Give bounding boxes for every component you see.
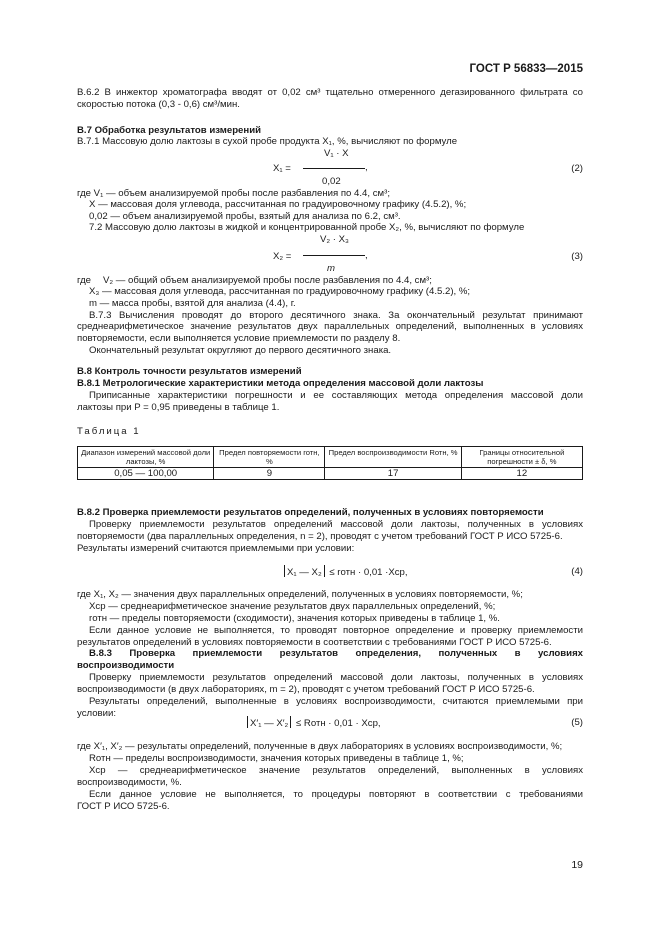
page-number: 19 [571, 859, 583, 871]
where-x1-x2: где X₁, X₂ — значения двух параллельных определений, полученных в условиях повторяемости, %; [77, 589, 523, 600]
where-r-otn: rотн — пределы повторяемости (сходимости), значения которых приведены в таблице 1, %. [89, 613, 500, 624]
paragraph-b82-line4: Если данное условие не выполняется, то проводят повторное определение и проверку приемлемости [89, 625, 583, 636]
document-id: ГОСТ Р 56833—2015 [469, 63, 583, 75]
paragraph-b71: В.7.1 Массовую долю лактозы в сухой пробе продукта X₁, %, вычисляют по формуле [77, 136, 458, 147]
table-row [78, 468, 583, 480]
formula-5-rhs: ≤ Rотн · 0,01 · Xср, [295, 718, 381, 729]
formula-2-denominator: 0,02 [322, 176, 341, 187]
where-xcp: Xср — среднеарифметическое значение результатов двух параллельных определений, %; [89, 601, 496, 612]
section-b83-heading: В.8.3 Проверка приемлемости результатов определения, полученных в условиях [89, 648, 583, 659]
formula-3-comma: , [365, 250, 368, 261]
section-b82-heading: В.8.2 Проверка приемлемости результатов определений, полученных в условиях повторяемости [77, 507, 544, 518]
where-R-otn: Rотн — пределы воспроизводимости, значения которых приведены в таблице 1, %; [89, 753, 464, 764]
section-b8-heading: В.8 Контроль точности результатов измерений [77, 366, 302, 377]
table-cell: 17 [325, 468, 461, 480]
formula-3-denominator: m [327, 263, 335, 274]
paragraph-b82-line3: Результаты измерений считаются приемлемыми при условии: [77, 543, 355, 554]
formula-2-numerator: V₁ · X [324, 148, 349, 159]
formula-4-lhs: X₁ — X₂ [287, 567, 322, 578]
table-header-cell: Предел воспроизводимости Rотн, % [325, 447, 461, 468]
table-header-row [78, 447, 583, 468]
where-m: m — масса пробы, взятой для анализа (4.4), г. [89, 298, 296, 309]
where-xcp-b83-line1: Xср — среднеарифметическое значение результатов определений, выполненных в условиях [89, 765, 583, 776]
formula-2-fraction-bar [303, 168, 365, 169]
data-table [77, 446, 583, 480]
paragraph-b62-line1: В.6.2 В инжектор хроматографа вводят от 0,02 см³ тщательно отмеренного дегазированного фильтрата со [77, 87, 583, 98]
paragraph-b82-line2: повторяемости (два параллельных определения, n = 2), проводят с учетом требований ГОСТ Р ИСО 5725-6. [77, 531, 563, 542]
table-header-cell: Границы относительной погрешности ± δ, % [461, 447, 582, 468]
table-cell: 9 [214, 468, 325, 480]
paragraph-b81-line1: Приписанные характеристики погрешности и ее составляющих метода определения массовой доли [89, 390, 583, 401]
formula-3-number: (3) [571, 251, 583, 262]
formula-5 [245, 716, 381, 730]
formula-3-numerator: V₂ · X₃ [320, 234, 349, 245]
table-cell: 0,05 — 100,00 [78, 468, 214, 480]
formula-3-lhs: X₂ = [273, 251, 292, 262]
paragraph-b82-line5: результатов определений в условиях повторяемости в соответствии с требованиями ГОСТ Р ИСО 5725-6. [77, 637, 552, 648]
paragraph-b62-line2: скоростью потока (0,3 - 0,6) см³/мин. [77, 99, 240, 110]
formula-2-comma: , [365, 162, 368, 173]
section-b7-heading: В.7 Обработка результатов измерений [77, 125, 261, 136]
where-xcp-b83-line2: воспроизводимости, %. [77, 777, 182, 788]
paragraph-72: 7.2 Массовую долю лактозы в жидкой и концентрированной пробе X₂, %, вычисляют по формуле [89, 222, 525, 233]
formula-2-lhs: X₁ = [273, 163, 291, 174]
where-x: X — массовая доля углевода, рассчитанная по градуировочному графику (4.5.2), %; [89, 199, 467, 210]
where-002: 0,02 — объем анализируемой пробы, взятый для анализа по 6.2, см³. [89, 211, 401, 222]
section-b81-heading: В.8.1 Метрологические характеристики метода определения массовой доли лактозы [77, 378, 484, 389]
paragraph-b73-line1: В.7.3 Вычисления проводят до второго десятичного знака. За окончательный результат принимают [89, 310, 583, 321]
paragraph-b83-line5: Если данное условие не выполняется, то процедуры повторяют в соответствии с требованиями [89, 789, 583, 800]
paragraph-b83-line1: Проверку приемлемости результатов определений массовой доли лактозы, полученных в условиях [89, 672, 583, 683]
table-caption: Таблица 1 [77, 426, 141, 437]
where-x1p-x2p: где X′₁, X′₂ — результаты определений, полученные в двух лабораториях в условиях воспроизводимости, %; [77, 741, 563, 752]
formula-3-fraction-bar [303, 255, 365, 256]
paragraph-rounding: Окончательный результат округляют до первого десятичного знака. [89, 345, 392, 356]
table-header-cell: Предел повторяемости rотн, % [214, 447, 325, 468]
formula-5-number: (5) [571, 717, 583, 728]
formula-5-lhs: X′₁ — X′₂ [250, 718, 289, 729]
paragraph-b83-line4: условии: [77, 708, 117, 719]
formula-4-number: (4) [571, 566, 583, 577]
where-v1: где V₁ — объем анализируемой пробы после разбавления по 4.4, см³; [77, 188, 390, 199]
formula-4 [282, 565, 408, 579]
section-b83-heading-cont: воспроизводимости [77, 660, 175, 671]
table-cell: 12 [461, 468, 582, 480]
formula-4-rhs: ≤ rотн · 0,01 ·Xср, [329, 567, 408, 578]
paragraph-b73-line2: среднеарифметическое значение результатов двух параллельных определений, выполненных в условиях [77, 321, 583, 332]
paragraph-b82-line1: Проверку приемлемости результатов определений массовой доли лактозы, полученных в условиях [89, 519, 583, 530]
table-header-cell: Диапазон измерений массовой доли лактозы, % [78, 447, 214, 468]
where-prefix: где [77, 275, 92, 286]
where-x3: X₃ — массовая доля углевода, рассчитанная по градуировочному графику (4.5.2), %; [89, 286, 471, 297]
paragraph-b83-line3: Результаты определений, выполненные в условиях воспроизводимости, считаются приемлемыми при [89, 696, 583, 707]
paragraph-b83-line6: ГОСТ Р ИСО 5725-6. [77, 801, 170, 812]
paragraph-b83-line2: воспроизводимости (в двух лабораториях, m = 2), проводят с учетом требований ГОСТ Р ИСО 5725-6. [77, 684, 535, 695]
where-v2: V₂ — общий объем анализируемой пробы после разбавления по 4.4, см³; [103, 275, 432, 286]
formula-2-number: (2) [571, 163, 583, 174]
paragraph-b81-line2: лактозы при P = 0,95 приведены в таблице 1. [77, 402, 280, 413]
paragraph-b73-line3: повторяемости, если выполняется условие приемлемости по разделу 8. [77, 333, 401, 344]
